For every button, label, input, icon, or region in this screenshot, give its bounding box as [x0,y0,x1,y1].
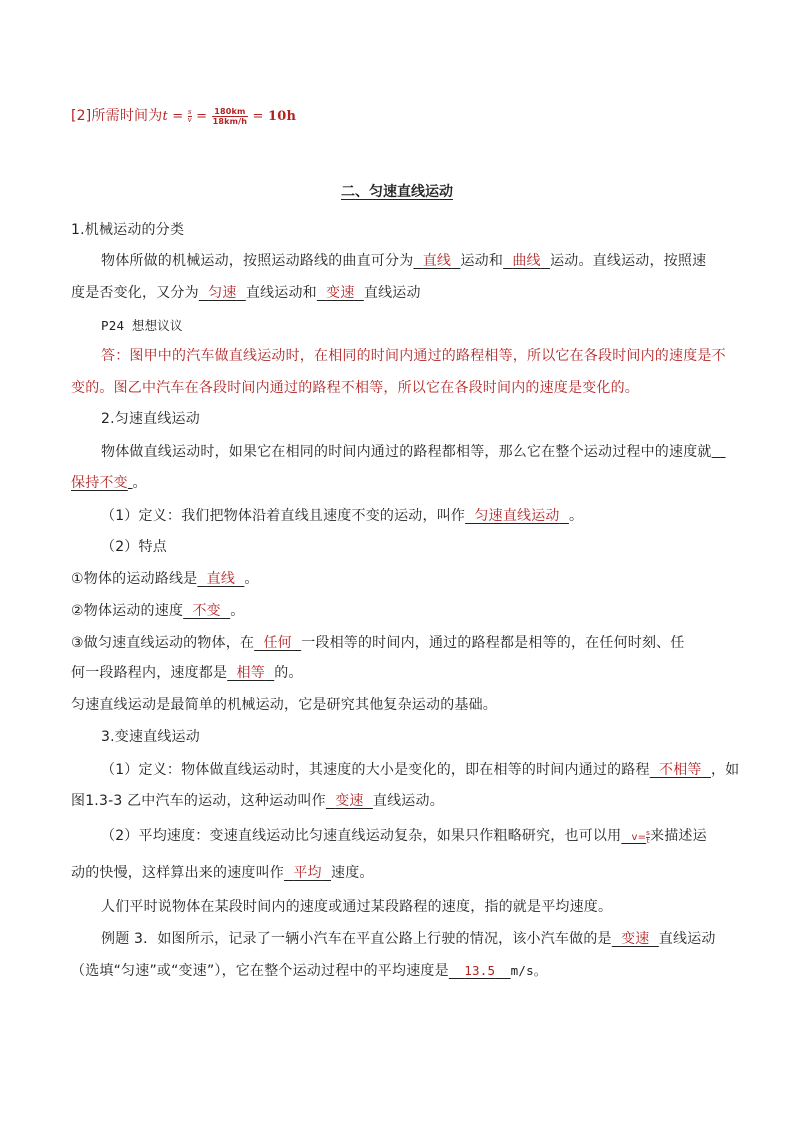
time-formula: t = $\frac{s}{v}$ = $\frac{180km}{18km/h}$ = 10h [162,107,297,126]
blank-answer: 任何 [263,635,292,651]
characteristics-heading: （2）特点 [101,539,167,555]
paragraph-classification-1: 物体所做的机械运动，按照运动路线的曲直可分为 直线 运动和 曲线 运动。直线运动，按照速 [101,253,707,269]
blank-answer: 不相等 [659,762,702,778]
blank-answer: 匀速直线运动 [474,508,560,524]
blank-answer: 变速 [326,285,355,301]
characteristic-3-cont: 何一段路程内，速度都是 相等 的。 [71,665,303,681]
section-title: 二、匀速直线运动 [341,184,453,200]
characteristic-3: ③做匀速直线运动的物体，在 任何 一段相等的时间内，通过的路程都是相等的，在任何时刻、任 [71,635,685,651]
formula-blank: v= $\frac{s}{t}$ [631,828,651,845]
blank-answer: 13.5 [464,963,496,978]
blank-answer: 直线 [422,253,452,269]
blank-answer: 曲线 [512,253,541,269]
example-3-line-1: 例题 3．如图所示，记录了一辆小汽车在平直公路上行驶的情况，该小汽车做的是 变速 直线运动 [101,931,716,947]
uniform-summary: 匀速直线运动是最简单的机械运动，它是研究其他复杂运动的基础。 [71,697,497,713]
blank-answer: 变速 [335,793,364,809]
heading-variable-motion: 3.变速直线运动 [101,729,200,745]
heading-uniform-motion: 2.匀速直线运动 [101,411,200,427]
blank-answer: 变速 [621,931,650,947]
blank-answer: 直线 [206,571,236,587]
paragraph-uniform-2: 保持不变 。 [71,475,147,491]
answer-line-1: 答：图甲中的汽车做直线运动时，在相同的时间内通过的路程相等，所以它在各段时间内的速度是不 [101,348,726,364]
average-speed-note: 人们平时说物体在某段时间内的速度或通过某段路程的速度，指的就是平均速度。 [101,899,613,915]
blank-answer: 匀速 [208,285,237,301]
definition-variable-1: （1）定义：物体做直线运动时，其速度的大小是变化的，即在相等的时间内通过的路程 不相等 ，如 [101,762,740,778]
calc-prefix: [2]所需时间为 [71,108,163,124]
characteristic-1: ①物体的运动路线是 直线 。 [71,571,259,587]
blank-answer: 相等 [236,665,265,681]
paragraph-classification-2: 度是否变化，又分为 匀速 直线运动和 变速 直线运动 [71,285,421,301]
average-speed-2: 动的快慢，这样算出来的速度叫作 平均 速度。 [71,865,374,881]
blank-answer: 保持不变 [71,475,128,491]
average-speed-1: （2）平均速度：变速直线运动比匀速直线运动复杂，如果只作粗略研究，也可以用 v= $\frac{s}{t}$来描述运 [101,828,707,845]
answer-line-2: 变的。图乙中汽车在各段时间内通过的路程不相等，所以它在各段时间内的速度是变化的。 [71,380,639,396]
definition-variable-2: 图1.3-3 乙中汽车的运动，这种运动叫作 变速 直线运动。 [71,793,444,809]
blank-answer: 平均 [293,865,322,881]
blank-answer: 不变 [192,603,221,619]
characteristic-2: ②物体运动的速度 不变 。 [71,603,245,619]
time-calculation [71,106,296,127]
p24-think-discuss: P24 想想议议 [101,318,183,333]
heading-mechanical-motion-classification: 1.机械运动的分类 [71,222,185,238]
example-3-line-2: （选填“匀速”或“变速”），它在整个运动过程中的平均速度是 13.5 m/s。 [71,963,547,979]
paragraph-uniform-1: 物体做直线运动时，如果它在相同的时间内通过的路程都相等，那么它在整个运动过程中的速度就 [101,444,712,460]
definition-uniform: （1）定义：我们把物体沿着直线且速度不变的运动，叫作 匀速直线运动 。 [101,508,584,524]
